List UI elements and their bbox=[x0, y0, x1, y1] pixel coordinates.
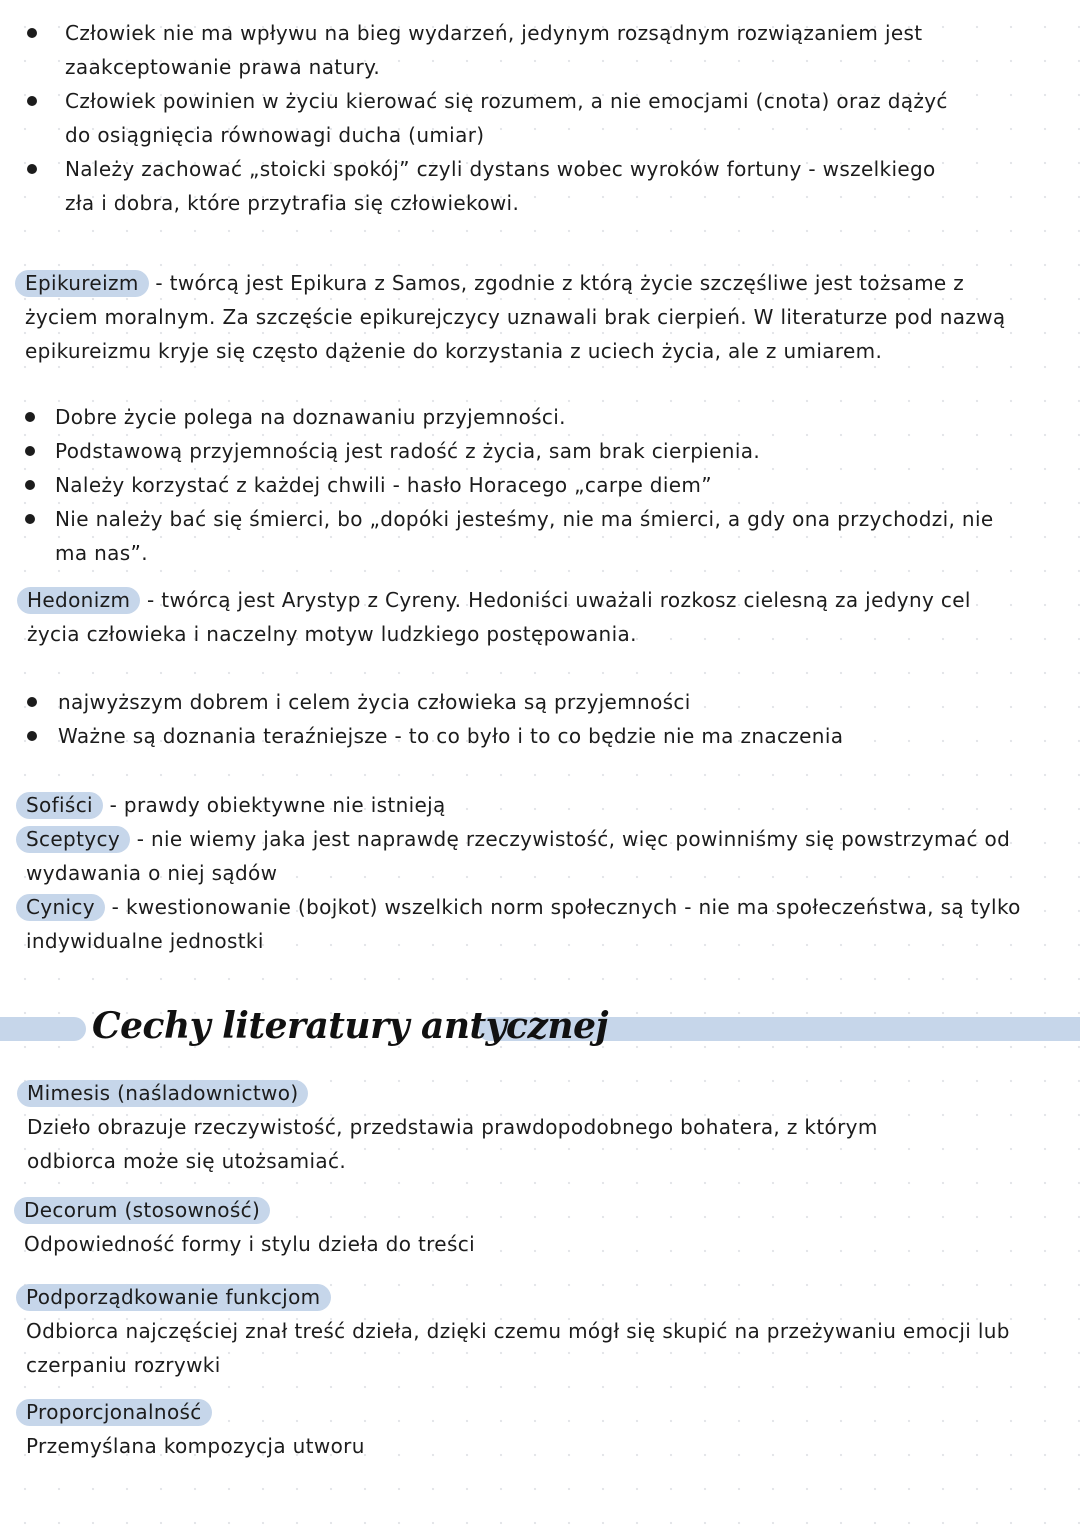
hedonizm-bullet: najwyższym dobrem i celem życia człowieka są przyjemności bbox=[58, 690, 691, 714]
epikureizm-paragraph bbox=[25, 266, 964, 300]
cynicy-term: Cynicy bbox=[16, 894, 105, 921]
epikureizm-line: - twórcą jest Epikura z Samos, zgodnie z którą życie szczęśliwe jest tożsame z bbox=[148, 271, 965, 295]
feature-line: Odbiorca najczęściej znał treść dzieła, dzięki czemu mógł się skupić na przeżywaniu emocji lub bbox=[26, 1319, 1010, 1343]
bullet-icon bbox=[25, 412, 35, 422]
stoicism-bullet-2-cont: do osiągnięcia równowagi ducha (umiar) bbox=[65, 123, 485, 147]
stoicism-bullet-3: Należy zachować „stoicki spokój” czyli dystans wobec wyroków fortuny - wszelkiego bbox=[65, 157, 936, 181]
feature-line: Dzieło obrazuje rzeczywistość, przedstawia prawdopodobnego bohatera, z którym bbox=[27, 1115, 878, 1139]
feature-line: czerpaniu rozrywki bbox=[26, 1353, 221, 1377]
proporcjonalnosc-term: Proporcjonalność bbox=[16, 1399, 212, 1426]
bullet-icon bbox=[27, 28, 37, 38]
sofisci-line bbox=[26, 788, 446, 822]
sofisci-term: Sofiści bbox=[16, 792, 103, 819]
cynicy-line: indywidualne jednostki bbox=[26, 929, 264, 953]
bullet-icon bbox=[27, 96, 37, 106]
epikureizm-line: epikureizmu kryje się często dążenie do korzystania z uciech życia, ale z umiarem. bbox=[25, 339, 883, 363]
epikureizm-term: Epikureizm bbox=[15, 270, 149, 297]
cynicy-text: - kwestionowanie (bojkot) wszelkich norm społecznych - nie ma społeczeństwa, są tylko bbox=[104, 895, 1021, 919]
bullet-icon bbox=[27, 697, 37, 707]
epikureizm-bullet: Należy korzystać z każdej chwili - hasło Horacego „carpe diem” bbox=[55, 473, 712, 497]
sceptycy-line bbox=[26, 822, 1010, 856]
decorum-term: Decorum (stosowność) bbox=[14, 1197, 270, 1224]
epikureizm-bullet: Podstawową przyjemnością jest radość z życia, sam brak cierpienia. bbox=[55, 439, 761, 463]
sceptycy-term: Sceptycy bbox=[16, 826, 130, 853]
stoicism-bullet-3-cont: zła i dobra, które przytrafia się człowiekowi. bbox=[65, 191, 520, 215]
bullet-icon bbox=[25, 446, 35, 456]
epikureizm-bullet-cont: ma nas”. bbox=[55, 541, 148, 565]
bullet-icon bbox=[27, 731, 37, 741]
feature-term bbox=[26, 1280, 331, 1314]
feature-line: Odpowiedność formy i stylu dzieła do treści bbox=[24, 1232, 475, 1256]
sceptycy-line: wydawania o niej sądów bbox=[26, 861, 278, 885]
podporzadkowanie-term: Podporządkowanie funkcjom bbox=[16, 1284, 331, 1311]
sofisci-text: - prawdy obiektywne nie istnieją bbox=[102, 793, 446, 817]
feature-term bbox=[26, 1395, 212, 1429]
header-bar-left bbox=[0, 1017, 86, 1041]
hedonizm-bullet: Ważne są doznania teraźniejsze - to co było i to co będzie nie ma znaczenia bbox=[58, 724, 844, 748]
epikureizm-line: życiem moralnym. Za szczęście epikurejczycy uznawali brak cierpień. W literaturze pod nazwą bbox=[25, 305, 1006, 329]
hedonizm-line: życia człowieka i naczelny motyw ludzkiego postępowania. bbox=[27, 622, 637, 646]
cynicy-line bbox=[26, 890, 1021, 924]
bullet-icon bbox=[25, 514, 35, 524]
stoicism-bullet-1: Człowiek nie ma wpływu na bieg wydarzeń, jedynym rozsądnym rozwiązaniem jest bbox=[65, 21, 923, 45]
epikureizm-bullet: Nie należy bać się śmierci, bo „dopóki jesteśmy, nie ma śmierci, a gdy ona przychodzi, nie bbox=[55, 507, 994, 531]
hedonizm-paragraph bbox=[27, 583, 971, 617]
bullet-icon bbox=[25, 480, 35, 490]
feature-term bbox=[27, 1076, 308, 1110]
epikureizm-bullet: Dobre życie polega na doznawaniu przyjemności. bbox=[55, 405, 566, 429]
section-title: Cechy literatury antycznej bbox=[92, 1005, 609, 1047]
hedonizm-term: Hedonizm bbox=[17, 587, 140, 614]
hedonizm-line: - twórcą jest Arystyp z Cyreny. Hedoniści uważali rozkosz cielesną za jedyny cel bbox=[140, 588, 971, 612]
bullet-icon bbox=[27, 164, 37, 174]
feature-term bbox=[24, 1193, 270, 1227]
feature-line: odbiorca może się utożsamiać. bbox=[27, 1149, 347, 1173]
sceptycy-text: - nie wiemy jaka jest naprawdę rzeczywistość, więc powinniśmy się powstrzymać od bbox=[130, 827, 1011, 851]
stoicism-bullet-1-cont: zaakceptowanie prawa natury. bbox=[65, 55, 381, 79]
stoicism-bullet-2: Człowiek powinien w życiu kierować się rozumem, a nie emocjami (cnota) oraz dążyć bbox=[65, 89, 948, 113]
mimesis-term: Mimesis (naśladownictwo) bbox=[17, 1080, 308, 1107]
feature-line: Przemyślana kompozycja utworu bbox=[26, 1434, 365, 1458]
